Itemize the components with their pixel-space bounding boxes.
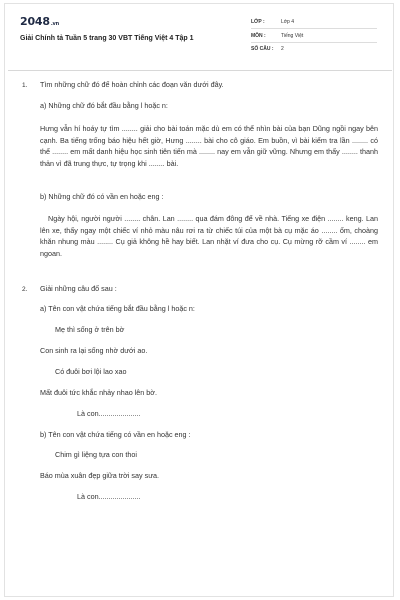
question-1a-heading: a) Những chữ đó bắt đầu bằng l hoặc n: [40,101,168,110]
meta-divider [251,42,377,43]
meta-key: MÔN : [251,33,266,39]
question-1-number: 1. [22,82,28,89]
logo-main: 2048 [20,15,50,28]
riddle-line: Có đuôi bơi lội lao xao [55,367,127,376]
riddle-line: Báo mùa xuân đẹp giữa trời say sưa. [40,471,160,480]
question-1-prompt: Tìm những chữ đó để hoàn chỉnh các đoạn văn dưới đây. [40,80,224,89]
document-page [4,3,394,597]
question-1b-heading: b) Những chữ đó có vần en hoặc eng : [40,192,164,201]
logo-suffix: .vn [50,21,59,27]
question-1b-text: Ngày hội, người người ........ chân. Lan ........ qua đám đông để về nhà. Tiếng xe điện ........ keng. Lan lên xe, thấy ngay một chiếc ví nhỏ màu nâu rơi ra từ chiếc túi của một bà cụ mặc áo ........ ốm, choàng khăn nhung màu ........ Cụ giả không hề hay biết. Lan nhặt ví đưa cho cụ. Cụ mừng rỡ cầm ví ........ em ngoan. [40,214,378,258]
question-2-number: 2. [22,286,28,293]
meta-value: 2 [281,46,284,52]
riddle-answer-blank: Là con..................... [77,492,141,501]
question-2-prompt: Giải những câu đố sau : [40,284,117,293]
question-1a-text: Hưng vẫn hí hoáy tự tìm ........ giải cho bài toán mặc dù em có thể nhìn bài của bạn Dũng ngồi ngay bên cạnh. Ba tiếng trống báo hiệu hết giờ, Hưng ........ bài cho cô giáo. Em buồn, vì bài kiểm tra lần ........ có thể ........ em mất danh hiệu học sinh tiên tiến mà ........ nay em vẫn giữ vững. Nhưng em thấy ........ thanh thản vì đã trung thực, tự trọng khi ........ bài. [40,124,378,168]
meta-key: SỐ CÂU : [251,46,274,52]
meta-value: Lớp 4 [281,19,295,25]
meta-subject [251,33,303,39]
meta-count [251,46,284,52]
document-title: Giải Chính tả Tuần 5 trang 30 VBT Tiếng Việt 4 Tập 1 [20,35,194,42]
question-2a-heading: a) Tên con vật chứa tiếng bắt đầu bằng l hoặc n: [40,304,195,313]
riddle-line: Con sinh ra lại sống nhờ dưới ao. [40,346,148,355]
site-logo[interactable] [20,15,59,28]
meta-value: Tiếng Việt [281,33,304,39]
riddle-line: Mất đuôi tức khắc nhảy nhao lên bờ. [40,388,158,397]
meta-divider [251,28,377,29]
question-2b-heading: b) Tên con vật chứa tiếng có vần en hoặc eng : [40,430,191,439]
riddle-line: Chim gì liệng tựa con thoi [55,450,137,459]
riddle-line: Mẹ thì sống ở trên bờ [55,325,125,334]
meta-class [251,19,294,25]
riddle-answer-blank: Là con..................... [77,409,141,418]
meta-key: LỚP : [251,19,265,25]
header-divider [8,70,392,71]
